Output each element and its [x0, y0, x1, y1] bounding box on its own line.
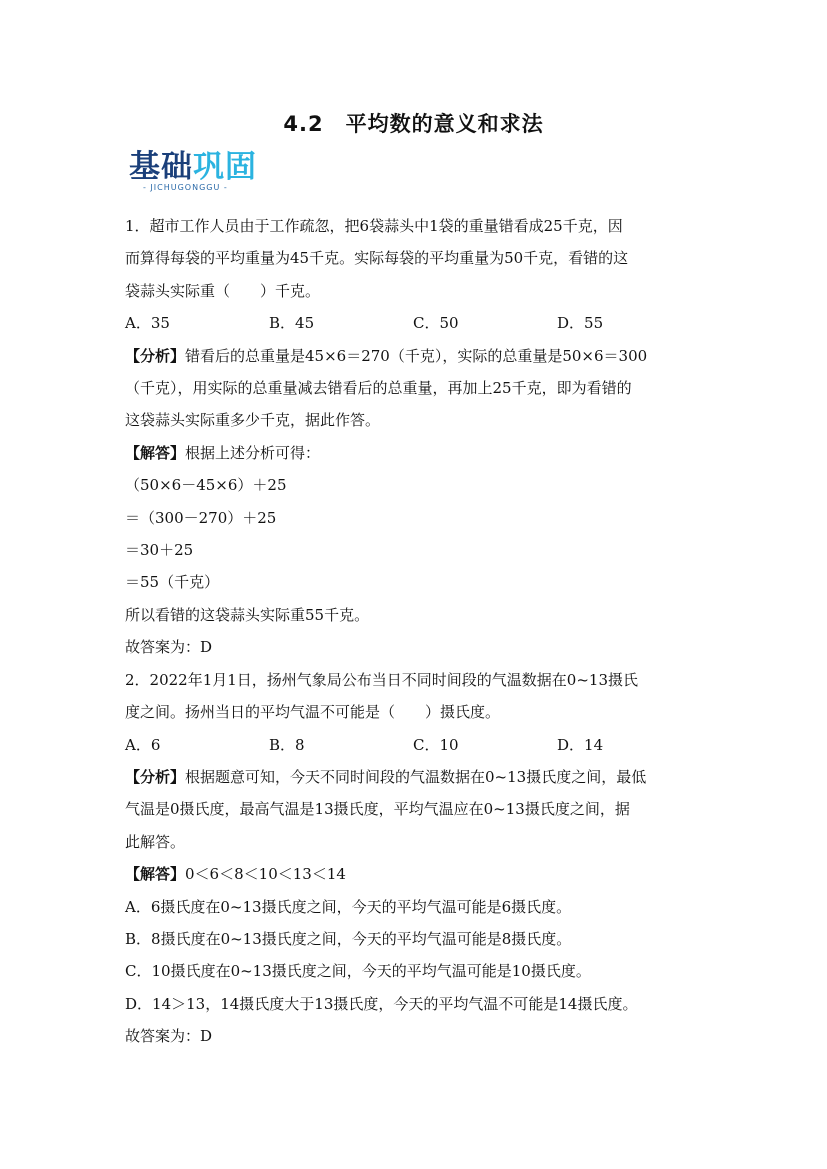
q2-solution-line: A．6摄氏度在0~13摄氏度之间，今天的平均气温可能是6摄氏度。	[125, 897, 572, 916]
q2-analysis-line: 气温是0摄氏度，最高气温是13摄氏度，平均气温应在0~13摄氏度之间，据	[125, 800, 630, 819]
q1-line: 而算得每袋的平均重量为45千克。实际每袋的平均重量为50千克，看错的这	[125, 249, 629, 268]
q1-line: 1．超市工作人员由于工作疏忽，把6袋蒜头中1袋的重量错看成25千克，因	[125, 217, 623, 235]
q1-solution: 【解答】根据上述分析可得：	[125, 443, 321, 462]
q1-solution-line: 所以看错的这袋蒜头实际重55千克。	[125, 605, 370, 624]
q2-line: 2．2022年1月1日，扬州气象局公布当日不同时间段的气温数据在0~13摄氏	[125, 670, 639, 689]
logo-text: 基础巩固	[129, 149, 257, 185]
q2-analysis-line: 此解答。	[125, 832, 186, 851]
q1-option-a: A．35	[125, 314, 170, 333]
q1-solution-line: ＝30＋25	[125, 541, 194, 560]
q2-answer: 故答案为：D	[125, 1027, 213, 1046]
q2-option-c: C．10	[413, 735, 459, 754]
q1-option-d: D．55	[557, 314, 604, 333]
solution-tag: 【解答】	[125, 443, 186, 462]
q2-solution-line: C．10摄氏度在0~13摄氏度之间，今天的平均气温可能是10摄氏度。	[125, 962, 591, 981]
q1-solution-line: ＝（300－270）＋25	[125, 508, 277, 527]
q2-solution-line: D．14＞13，14摄氏度大于13摄氏度，今天的平均气温不可能是14摄氏度。	[125, 994, 638, 1013]
q2-solution-line: B．8摄氏度在0~13摄氏度之间，今天的平均气温可能是8摄氏度。	[125, 929, 572, 948]
q2-option-a: A．6	[125, 735, 161, 754]
q1-solution-line: （50×6－45×6）＋25	[125, 476, 287, 495]
q1-solution-line: ＝55（千克）	[125, 573, 220, 592]
q2-options	[125, 729, 705, 761]
q1-options	[125, 307, 705, 339]
section-logo	[129, 150, 279, 196]
analysis-tag: 【分析】	[125, 346, 186, 365]
q1-analysis-line: 这袋蒜头实际重多少千克，据此作答。	[125, 411, 381, 430]
q2-option-b: B．8	[269, 735, 305, 754]
page-title: 4.2 平均数的意义和求法	[283, 112, 544, 136]
q2-option-d: D．14	[557, 735, 604, 754]
q1-line: 袋蒜头实际重（ ）千克。	[125, 281, 321, 300]
analysis-tag: 【分析】	[125, 767, 186, 786]
q1-answer: 故答案为：D	[125, 638, 213, 657]
q1-option-c: C．50	[413, 314, 459, 333]
q1-option-b: B．45	[269, 314, 315, 333]
q2-solution: 【解答】0＜6＜8＜10＜13＜14	[125, 865, 346, 884]
q2-line: 度之间。扬州当日的平均气温不可能是（ ）摄氏度。	[125, 703, 501, 722]
q1-analysis: 【分析】错看后的总重量是45×6＝270（千克），实际的总重量是50×6＝300	[125, 346, 648, 365]
q2-analysis: 【分析】根据题意可知，今天不同时间段的气温数据在0~13摄氏度之间，最低	[125, 767, 647, 786]
logo-subtitle: - JICHUGONGGU -	[143, 183, 228, 192]
document-body	[125, 210, 705, 1053]
q1-analysis-line: （千克），用实际的总重量减去错看后的总重量，再加上25千克，即为看错的	[125, 379, 632, 398]
solution-tag: 【解答】	[125, 865, 186, 884]
